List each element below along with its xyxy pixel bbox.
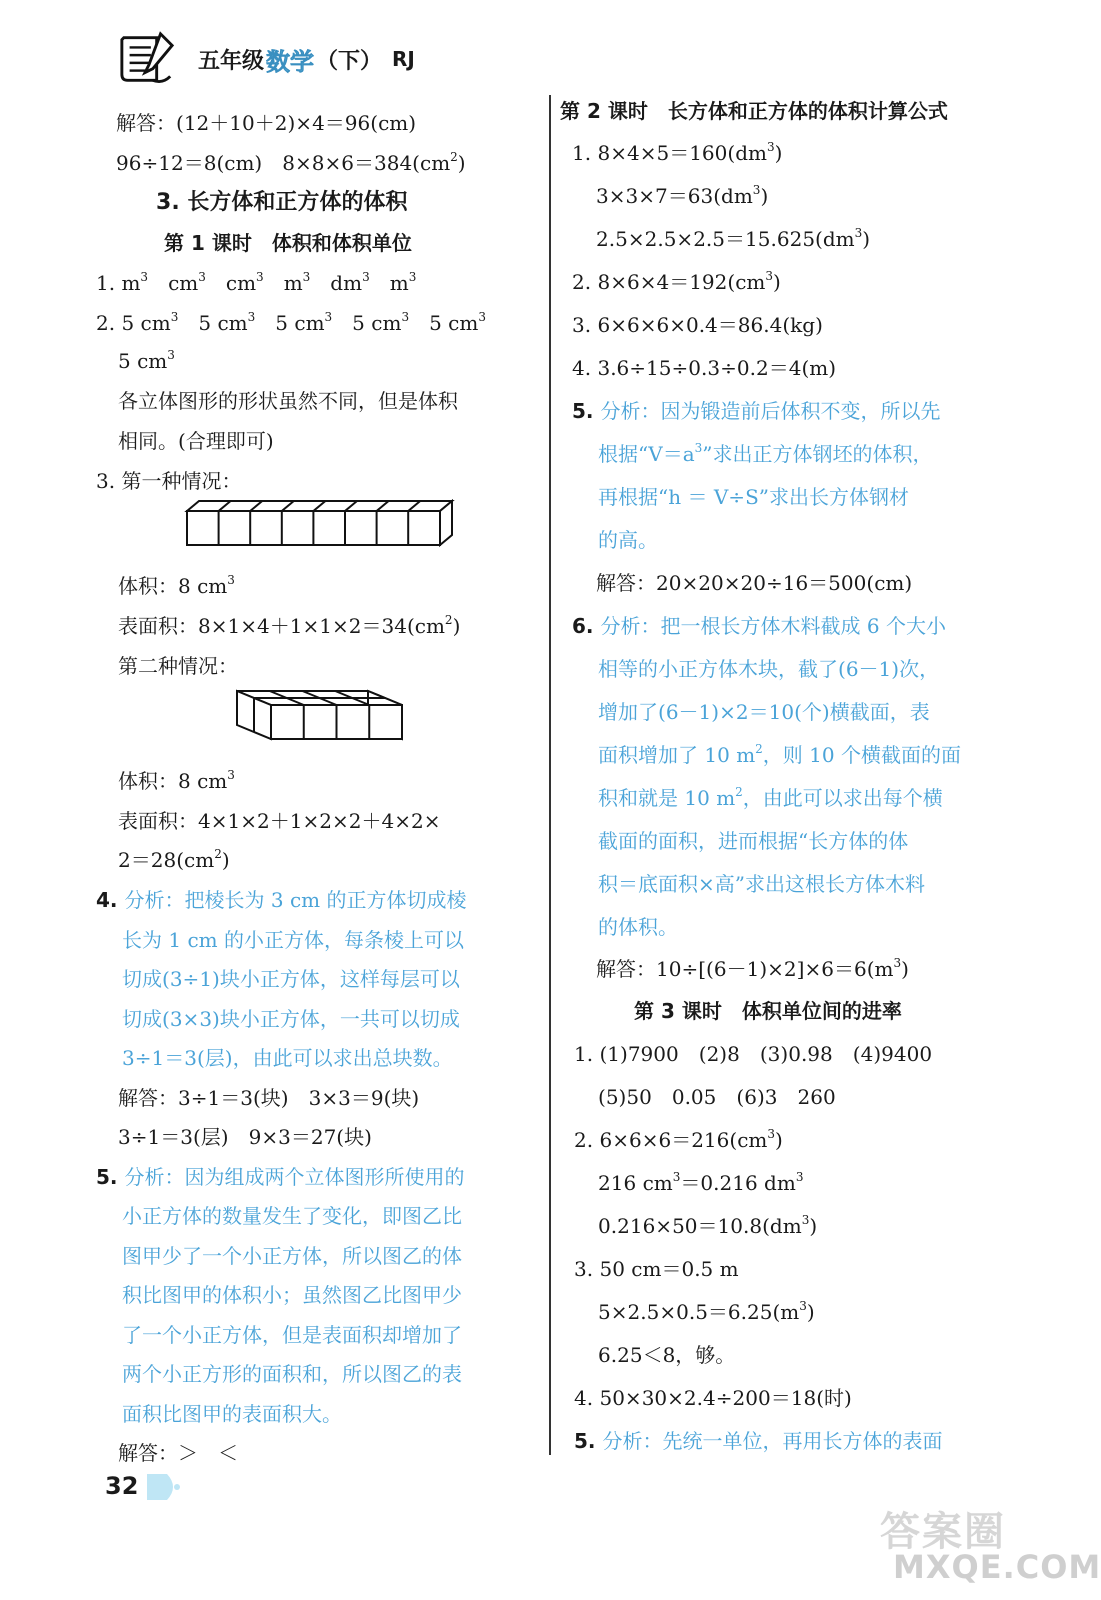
text-line: 相等的小正方体木块，截了(6－1)次，: [598, 657, 940, 681]
text-line: 3. 50 cm＝0.5 m: [574, 1257, 739, 1281]
text-line: 6.25＜8，够。: [598, 1343, 736, 1367]
notebook-pencil-icon: [118, 30, 176, 88]
section-heading: 第 2 课时 长方体和正方体的体积计算公式: [560, 99, 948, 123]
text-line: 5. 分析：先统一单位，再用长方体的表面: [574, 1429, 943, 1453]
text-line: 切成(3×3)块小正方体，一共可以切成: [122, 1007, 460, 1031]
text-line: 长为 1 cm 的小正方体，每条棱上可以: [122, 928, 464, 952]
text-line: 体积：8 $cm^3$: [118, 573, 235, 598]
text-line: 表面积：$8\times 1\times 4+1\times 1\times 2=34(cm^2)$: [118, 613, 461, 638]
text-line: 解答：＞ ＜: [118, 1441, 238, 1465]
text-line: 216 $cm^3=0.216$ $dm^3$: [598, 1170, 804, 1195]
cube-block-figure: [236, 683, 406, 743]
text-line: 5 $cm^3$: [118, 348, 175, 373]
text-line: 5. 分析：因为锻造前后体积不变，所以先: [572, 399, 941, 423]
text-line: 积和就是 10 $m^2$，由此可以求出每个横: [598, 785, 943, 810]
text-line: 1. $8\times 4\times 5=160(dm^3)$: [572, 140, 783, 165]
watermark-logo: 答案圈: [880, 1509, 1006, 1555]
text-line: 了一个小正方体，但是表面积却增加了: [122, 1323, 462, 1347]
text-line: 2. $8\times 6\times 4=192(cm^3)$: [572, 269, 781, 294]
section-heading: 3. 长方体和正方体的体积: [156, 190, 408, 215]
text-line: 解答：$10\div[(6-1)\times 2]\times 6=6(m^3)$: [596, 956, 909, 981]
text-line: 4. 分析：把棱长为 3 cm 的正方体切成棱: [96, 888, 467, 912]
text-line: 切成(3÷1)块小正方体，这样每层可以: [122, 967, 460, 991]
text-line: 表面积：4×1×2＋1×2×2＋4×2×: [118, 809, 441, 833]
text-line: $2=28(cm^2)$: [118, 847, 230, 872]
text-line: $0.216\times 50=10.8(dm^3)$: [598, 1213, 818, 1238]
text-line: 2. 5 $cm^3$ 5 $cm^3$ 5 $cm^3$ 5 $cm^3$ 5 $cm^3$: [96, 310, 486, 335]
text-line: 再根据“h ＝ V÷S”求出长方体钢材: [598, 485, 909, 509]
section-heading: 第 1 课时 体积和体积单位: [164, 231, 412, 255]
text-line: 96÷12＝8(cm) $8\times 8\times 6=384(cm^2)$: [116, 150, 466, 175]
text-line: 面积增加了 10 $m^2$，则 10 个横截面的面: [598, 742, 961, 767]
text-line: $2.5\times 2.5\times 2.5=15.625(dm^3)$: [596, 226, 871, 251]
text-line: 的高。: [598, 528, 658, 552]
volume-label: （下）: [316, 48, 383, 74]
text-line: 4. 3.6÷15÷0.3÷0.2＝4(m): [572, 356, 837, 380]
text-line: 1. $m^3$ $cm^3$ $cm^3$ $m^3$ $dm^3$ $m^3$: [96, 270, 417, 295]
cube-row-figure: [186, 499, 458, 549]
text-line: 3÷1＝3(层)，由此可以求出总块数。: [122, 1046, 453, 1070]
text-line: 图甲少了一个小正方体，所以图乙的体: [122, 1244, 462, 1268]
text-line: 解答：3÷1＝3(块) 3×3＝9(块): [118, 1086, 420, 1110]
text-line: 面积比图甲的表面积大。: [122, 1402, 342, 1426]
edition-label: RJ: [392, 47, 415, 71]
text-line: 解答：(12＋10＋2)×4＝96(cm): [116, 111, 417, 135]
grade-label: 五年级: [198, 48, 265, 74]
text-line: 3. 第一种情况：: [96, 469, 242, 493]
watermark-url: MXQE.COM: [893, 1548, 1101, 1586]
text-line: 3. 6×6×6×0.4＝86.4(kg): [572, 313, 823, 337]
text-line: 增加了(6－1)×2＝10(个)横截面，表: [598, 700, 930, 724]
text-line: 积＝底面积×高”求出这根长方体木料: [598, 872, 925, 896]
page-header: [118, 28, 415, 90]
text-line: 1. (1)7900 (2)8 (3)0.98 (4)9400: [574, 1042, 933, 1066]
column-divider: [549, 95, 551, 1455]
text-line: 解答：20×20×20÷16＝500(cm): [596, 571, 913, 595]
section-heading: 第 3 课时 体积单位间的进率: [634, 999, 902, 1023]
subject-label: 数学: [266, 47, 315, 76]
text-line: 各立体图形的形状虽然不同，但是体积: [118, 389, 458, 413]
text-line: 5. 分析：因为组成两个立体图形所使用的: [96, 1165, 465, 1189]
text-line: 根据“$V=a^3$”求出正方体钢坯的体积，: [598, 441, 933, 466]
text-line: 3÷1＝3(层) 9×3＝27(块): [118, 1125, 372, 1149]
text-line: $5\times 2.5\times 0.5=6.25(m^3)$: [598, 1299, 815, 1324]
text-line: 积比图甲的体积小；虽然图乙比图甲少: [122, 1283, 462, 1307]
text-line: 的体积。: [598, 915, 678, 939]
text-line: (5)50 0.05 (6)3 260: [598, 1085, 836, 1109]
text-line: 相同。(合理即可): [118, 429, 274, 453]
page-decoration-icon: [145, 1470, 183, 1504]
text-line: 2. $6\times 6\times 6=216(cm^3)$: [574, 1127, 783, 1152]
page-number: 32: [105, 1472, 139, 1500]
text-line: 截面的面积，进而根据“长方体的体: [598, 829, 909, 853]
text-line: 体积：8 $cm^3$: [118, 768, 235, 793]
text-line: 小正方体的数量发生了变化，即图乙比: [122, 1204, 462, 1228]
text-line: 第二种情况：: [118, 654, 238, 678]
text-line: 6. 分析：把一根长方体木料截成 6 个大小: [572, 614, 946, 638]
text-line: $3\times 3\times 7=63(dm^3)$: [596, 183, 769, 208]
text-line: 4. 50×30×2.4÷200＝18(时): [574, 1386, 852, 1410]
text-line: 两个小正方形的面积和，所以图乙的表: [122, 1362, 462, 1386]
